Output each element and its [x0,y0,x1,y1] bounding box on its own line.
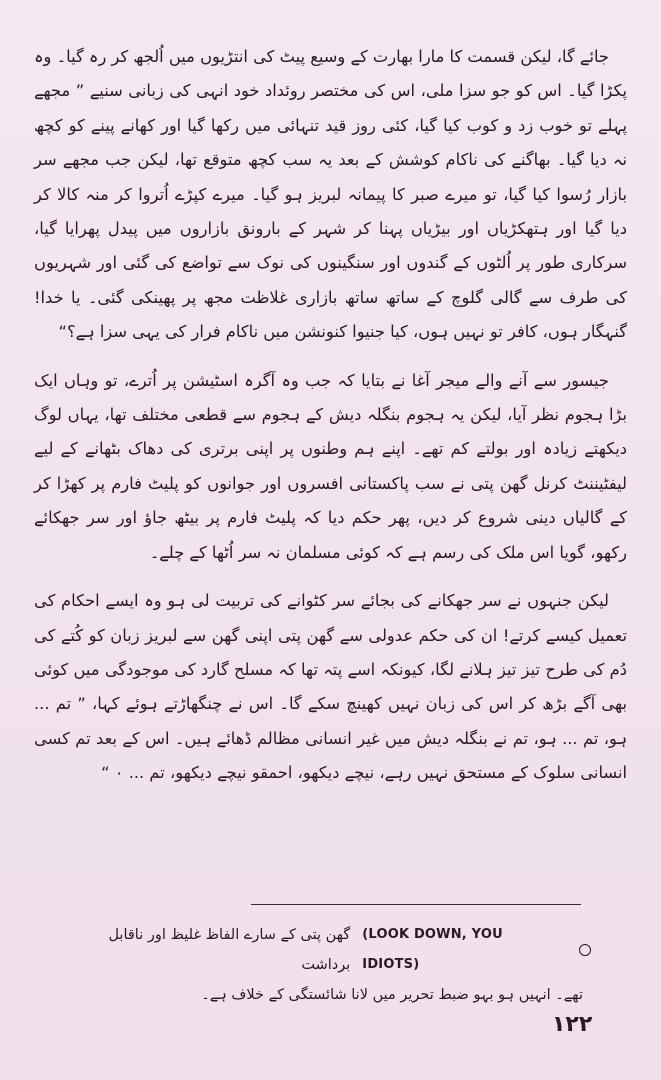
paragraph-1: جائے گا، لیکن قسمت کا مارا بھارت کے وسیع پیٹ کی انتڑیوں میں اُلجھ کر رہ گیا۔ وہ پکڑا گیا۔ اس کو جو سزا ملی، اس کی مختصر روئداد خود انہی کی زبانی سنیے ” مجھے پہلے تو خوب زد و کوب کیا گیا، کئی روز قید تنہائی میں رکھا گیا اور کھانے پینے کو کچھ نہ دیا گیا۔ بھاگنے کی ناکام کوشش کے بعد یہ سب کچھ متوقع تھا، لیکن جب مجھے سر بازار رُسوا کیا گیا، تو میرے صبر کا پیمانہ لبریز ہو گیا۔ میرے کپڑے اُتروا کر منہ کالا کر دیا گیا اور ہتھکڑیاں اور بیڑیاں پہنا کر شہر کے بارونق بازاروں میں پیدل پھرایا گیا، سرکاری طور پر اُلٹوں کے گندوں اور سنگینوں کی نوک سے تواضع کی گئی اور شہریوں کی طرف سے گالی گلوچ کے ساتھ ساتھ بازاری غلاظت مجھ پر پھینکی گئی۔ یا خدا! گنہگار ہوں، کافر تو نہیں ہوں، کیا جنیوا کنونشن میں ناکام فرار کی یہی سزا ہے؟“ [34,47,627,342]
footnote-urdu-line-2: تھے۔ انہیں ہو بہو ضبط تحریر میں لانا شائستگی کے خلاف ہے۔ [201,987,583,1003]
footnote-first-line [60,920,591,980]
page-number: ۱۲۲ [552,1012,593,1037]
footnote-urdu-line-1: گھن پتی کے سارے الفاظ غلیظ اور ناقابل برداشت [108,927,351,973]
footnote-marker-icon [579,944,591,956]
footnote [60,920,591,1010]
body-text [34,40,627,791]
paragraph-2: جیسور سے آنے والے میجر آغا نے بتایا کہ جب وہ آگرہ اسٹیشن پر اُترے، تو وہاں ایک بڑا ہجوم نظر آیا، لیکن یہ ہجوم بنگلہ دیش کے ہجوم سے قطعی مختلف تھا، یہاں لوگ دیکھتے زیادہ اور بولتے کم تھے۔ اپنے ہم وطنوں پر اپنی برتری کی دھاک بٹھانے کے لیے لیفٹیننٹ کرنل گھن پتی نے سب پاکستانی افسروں اور جوانوں کو پلیٹ فارم پر کھڑا کر کے گالیاں دینی شروع کر دیں، پھر حکم دیا کہ پلیٹ فارم پر بیٹھ جاؤ اور سر جھکائے رکھو، گویا اس ملک کی رسم ہے کہ کوئی مسلمان نہ سر اُٹھا کے چلے۔ [34,370,627,562]
footnote-english: (LOOK DOWN, YOU IDIOTS) [362,927,503,972]
footnote-divider [251,904,581,905]
paragraph-3: لیکن جنہوں نے سر جھکانے کی بجائے سر کٹوانے کی تربیت لی ہو وہ ایسے احکام کی تعمیل کیسے کرتے! ان کی حکم عدولی سے گھن پتی اپنی گھن سے لبریز زبان کو کُتے کی دُم کی طرح تیز تیز ہلانے لگا، کیونکہ اسے پتہ تھا کہ مسلح گارد کی موجودگی میں کوئی بھی آگے بڑھ کر اس کی زبان نہیں کھینچ سکے گا۔ اس نے چنگھاڑتے ہوئے کہا، ” تم ... ہو، تم ... ہو، تم نے بنگلہ دیش میں غیر انسانی مظالم ڈھائے ہیں۔ اس کے بعد تم کسی انسانی سلوک کے مستحق نہیں رہے، نیچے دیکھو، احمقو نیچے دیکھو، تم ... ۰ “ [34,591,627,783]
